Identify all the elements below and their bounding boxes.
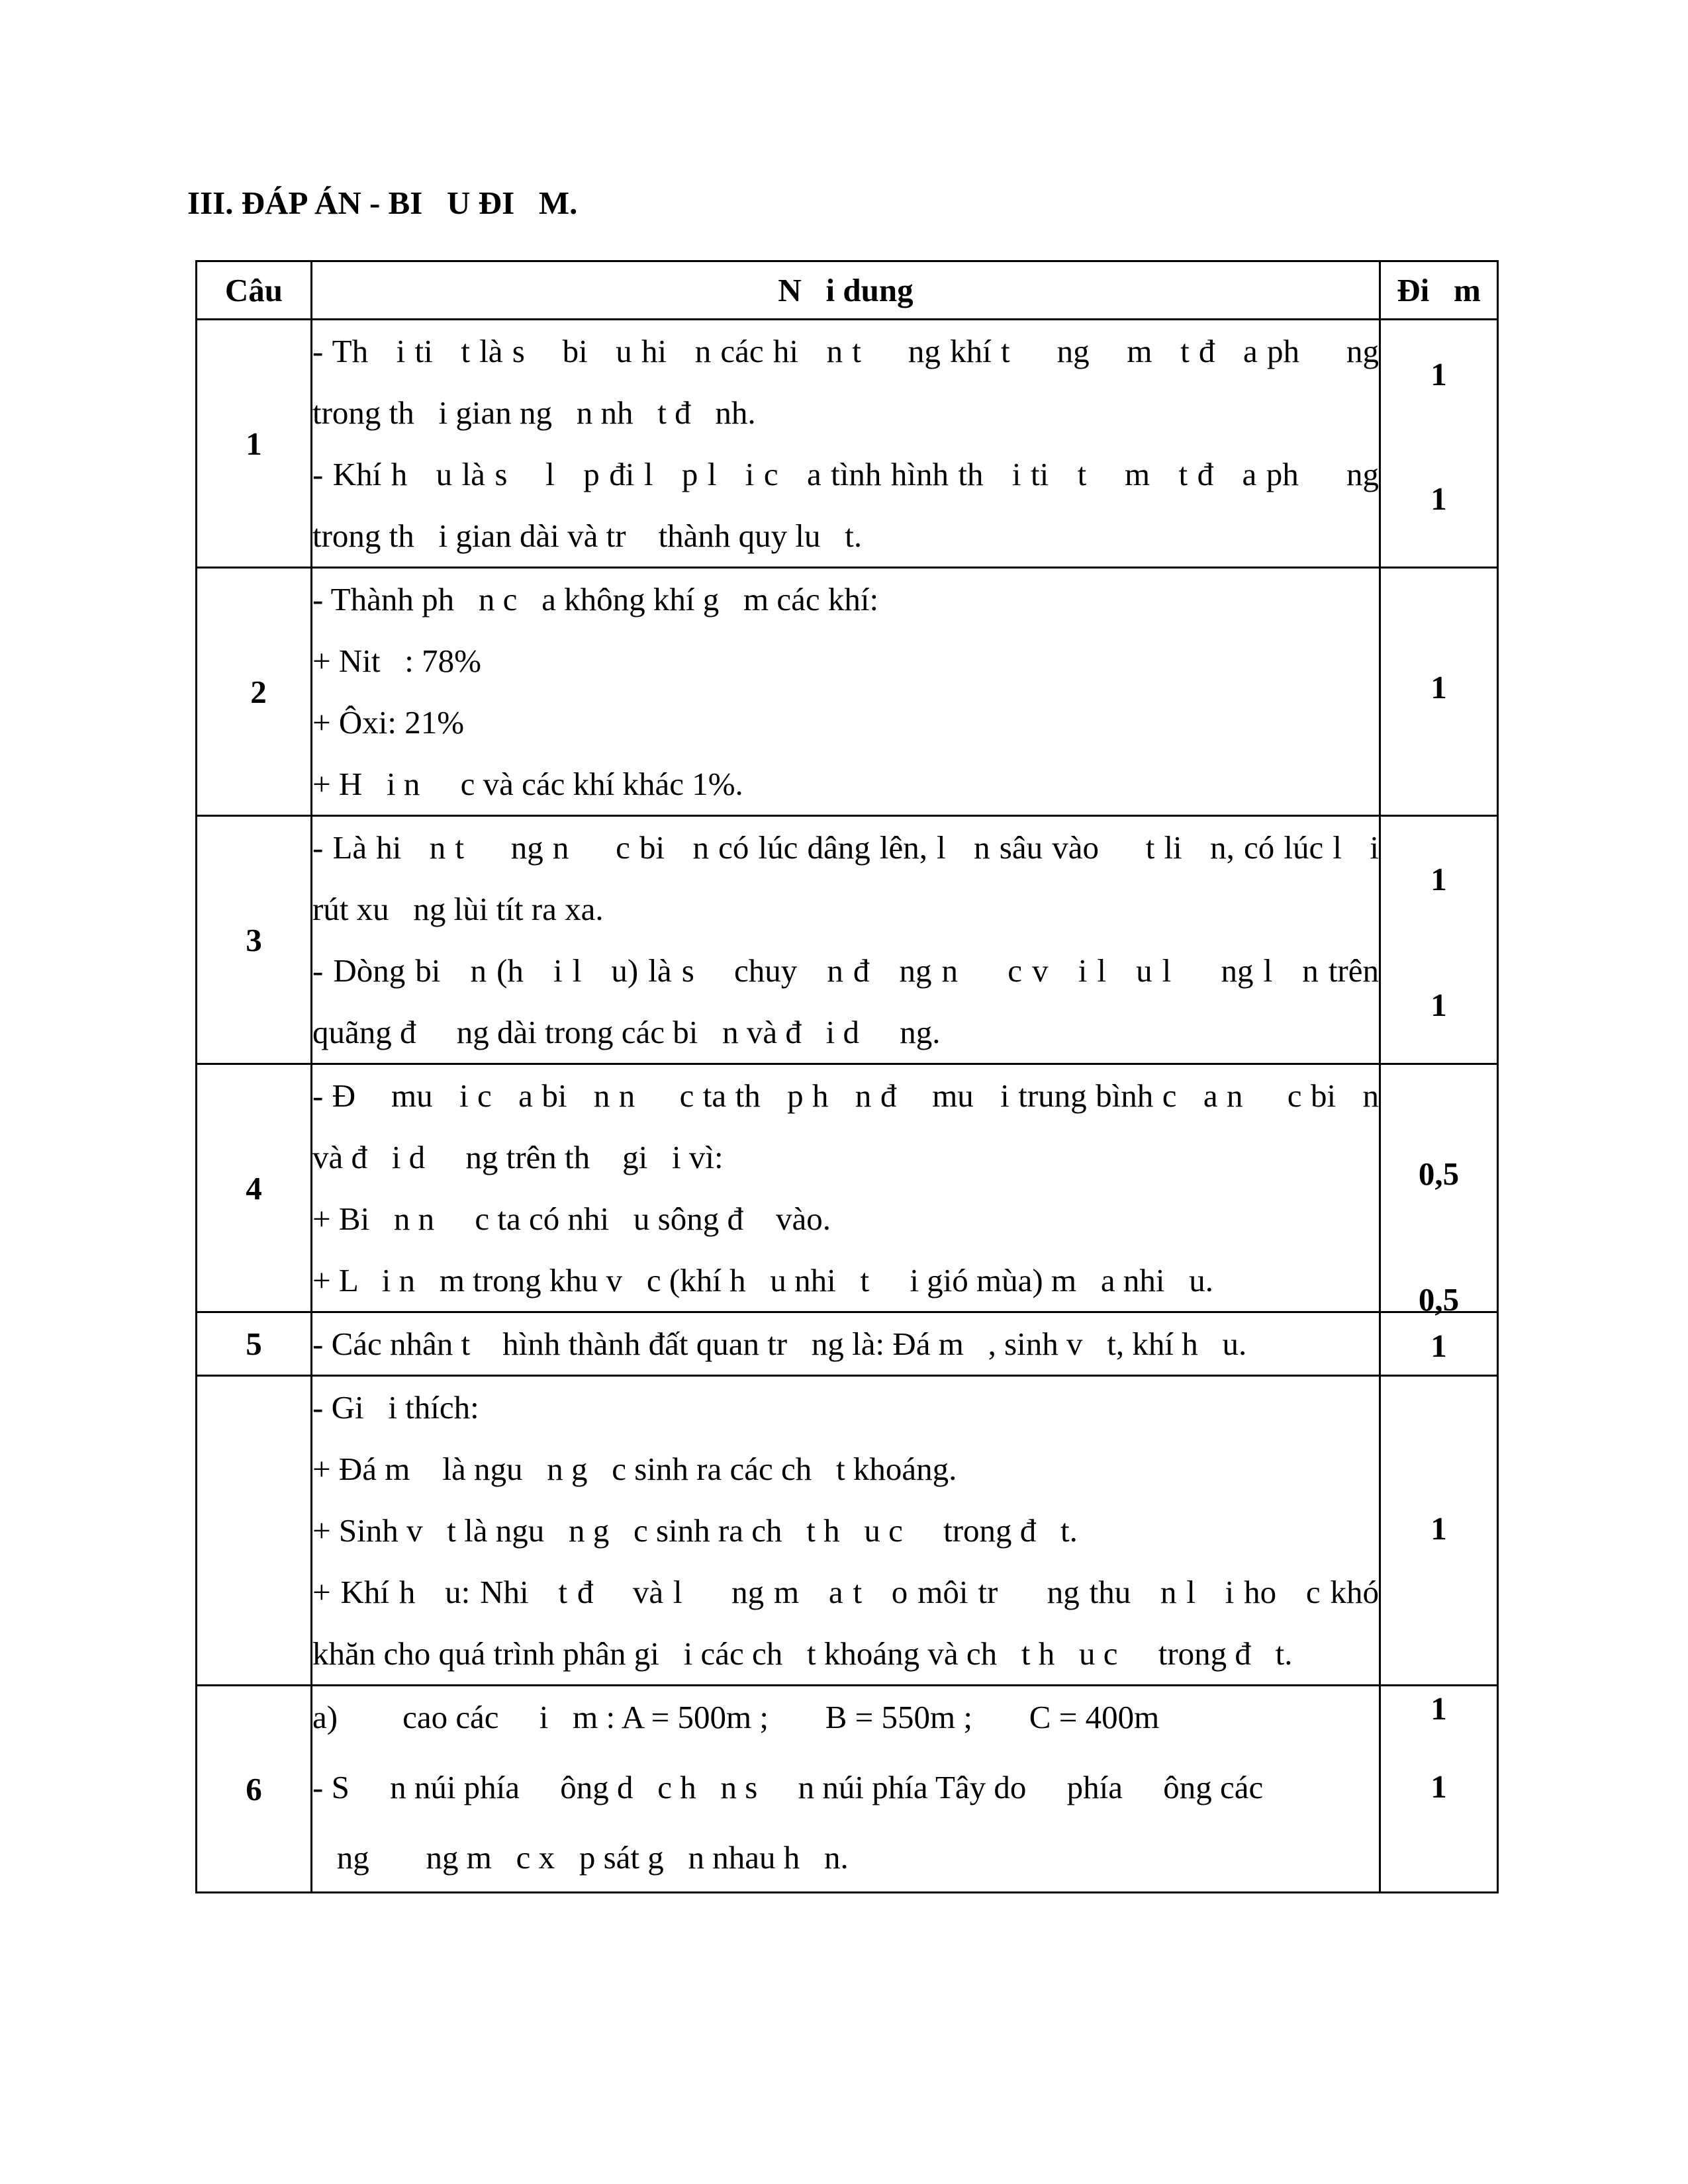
table-row (197, 1686, 1498, 1893)
score-value: 0,5 (1418, 1156, 1460, 1192)
score-value: 1 (1430, 356, 1447, 392)
content-line: a) cao các i m : A = 500m ; B = 550m ; C = 400m (312, 1699, 1160, 1735)
score-value: 1 (1430, 669, 1447, 705)
answer-content (312, 568, 1380, 816)
score-cell (1380, 1376, 1498, 1686)
content-line: và đ i d ng trên th gi i vì: (312, 1139, 724, 1175)
score-cell (1380, 568, 1498, 816)
score-value: 1 (1430, 1328, 1447, 1364)
table-row (197, 1312, 1498, 1376)
content-line: - Dòng bi n (h i l u) là s chuy n đ ng n c v i l u l ng l n trên (312, 952, 1379, 989)
content-line: trong th i gian dài và tr thành quy lu t. (312, 518, 863, 554)
answer-content (312, 320, 1380, 568)
content-line: + Bi n n c ta có nhi u sông đ vào. (312, 1201, 831, 1237)
score-value: 1 (1430, 1690, 1447, 1727)
table-row (197, 1064, 1498, 1312)
score-value: 1 (1430, 987, 1447, 1023)
score-value: 0,5 (1418, 1281, 1460, 1318)
score-value: 1 (1430, 480, 1447, 517)
content-line: rút xu ng lùi tít ra xa. (312, 891, 604, 927)
content-line: - Các nhân t hình thành đất quan tr ng là: Đá m , sinh v t, khí h u. (312, 1326, 1247, 1362)
content-line: + Ôxi: 21% (312, 704, 465, 741)
content-line: trong th i gian ng n nh t đ nh. (312, 394, 756, 431)
content-line: quãng đ ng dài trong các bi n và đ i d ng. (312, 1014, 941, 1050)
content-line: - Đ mu i c a bi n n c ta th p h n đ mu i trung bình c a n c bi n (312, 1077, 1379, 1114)
question-number: 5 (197, 1312, 312, 1376)
score-cell (1380, 1686, 1498, 1893)
question-number: 1 (197, 320, 312, 568)
content-line: - Thành ph n c a không khí g m các khí: (312, 581, 879, 617)
question-number: 6 (197, 1686, 312, 1893)
header-diem: Đi m (1380, 261, 1498, 320)
table-header-row (197, 261, 1498, 320)
score-cell (1380, 816, 1498, 1064)
score-value: 1 (1430, 861, 1447, 897)
content-line: - Th i ti t là s bi u hi n các hi n t ng khí t ng m t đ a ph ng (312, 333, 1379, 369)
table-row (197, 816, 1498, 1064)
answer-content (312, 1376, 1380, 1686)
content-line: + L i n m trong khu v c (khí h u nhi t i gió mùa) m a nhi u. (312, 1262, 1213, 1298)
question-number: 4 (197, 1064, 312, 1312)
content-line: + Sinh v t là ngu n g c sinh ra ch t h u c trong đ t. (312, 1512, 1078, 1549)
question-number: 3 (197, 816, 312, 1064)
table-row (197, 568, 1498, 816)
page-title: III. ĐÁP ÁN - BI U ĐI M. (187, 185, 578, 221)
content-line: + Khí h u: Nhi t đ và l ng m a t o môi tr ng thu n l i ho c khó (312, 1574, 1379, 1610)
content-line: + Nit : 78% (312, 643, 481, 679)
content-line: - Gi i thích: (312, 1389, 479, 1426)
content-line: khăn cho quá trình phân gi i các ch t khoáng và ch t h u c trong đ t. (312, 1635, 1293, 1672)
header-cau: Câu (197, 261, 312, 320)
table-row (197, 1376, 1498, 1686)
content-line: - Là hi n t ng n c bi n có lúc dâng lên, l n sâu vào t li n, có lúc l i (312, 829, 1379, 866)
score-cell (1380, 320, 1498, 568)
score-cell (1380, 1064, 1498, 1318)
content-line: + Đá m là ngu n g c sinh ra các ch t khoáng. (312, 1451, 957, 1487)
header-content: N i dung (312, 261, 1380, 320)
answer-content (312, 816, 1380, 1064)
answer-content (312, 1064, 1380, 1312)
content-line: + H i n c và các khí khác 1%. (312, 766, 743, 802)
content-line: ng ng m c x p sát g n nhau h n. (312, 1839, 849, 1876)
question-number (197, 1376, 312, 1686)
score-value: 1 (1430, 1768, 1447, 1805)
answer-content (312, 1312, 1380, 1376)
content-line: - S n núi phía ông d c h n s n núi phía Tây do phía ông các (312, 1769, 1264, 1805)
score-value: 1 (1430, 1510, 1447, 1547)
content-line: - Khí h u là s l p đi l p l i c a tình hình th i ti t m t đ a ph ng (312, 456, 1379, 492)
answer-table (195, 260, 1499, 1893)
table-row (197, 320, 1498, 568)
answer-content (312, 1686, 1380, 1893)
question-number: 2 (197, 568, 312, 816)
score-cell (1380, 1312, 1498, 1376)
